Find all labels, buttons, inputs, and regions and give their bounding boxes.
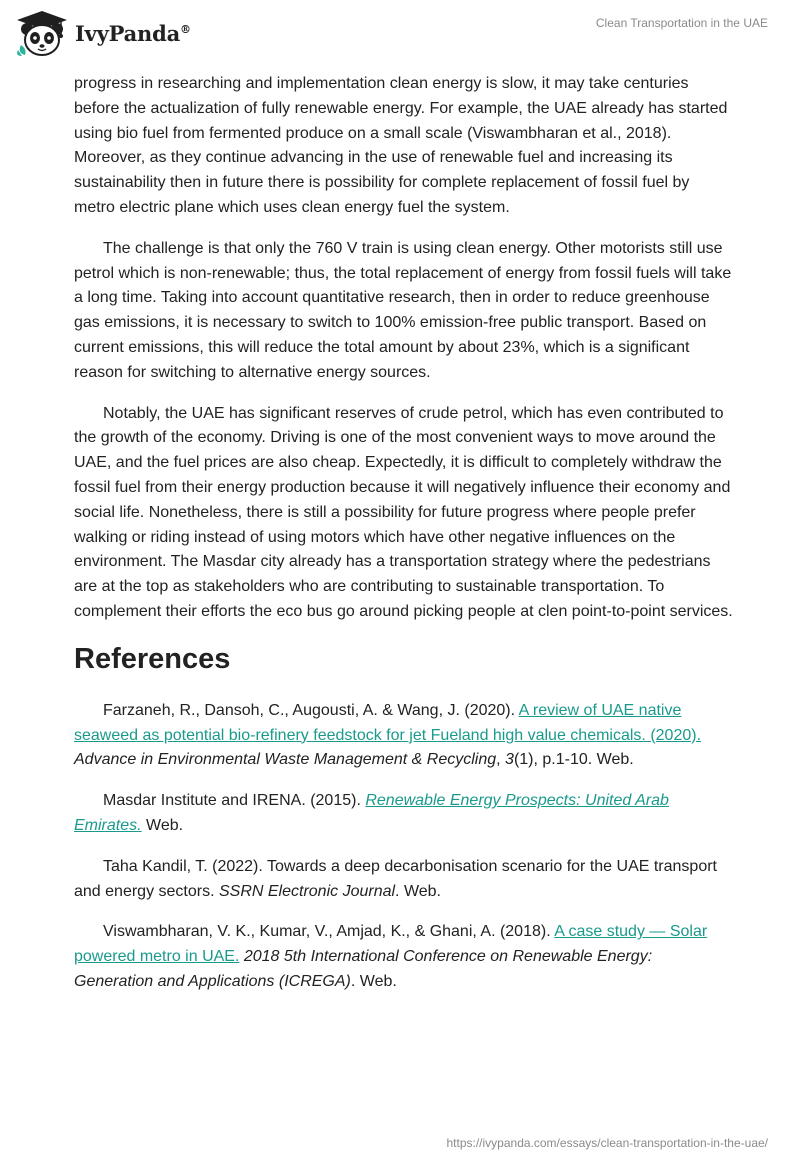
page-header — [0, 0, 800, 70]
source-url[interactable]: https://ivypanda.com/essays/clean-transportation-in-the-uae/ — [446, 1136, 768, 1150]
reference-item: Taha Kandil, T. (2022). Towards a deep decarbonisation scenario for the UAE transport and energy sectors. SSRN Electronic Journal. Web. — [74, 857, 717, 900]
reference-link[interactable]: A review of UAE native seaweed as potential bio-refinery feedstock for jet Fueland high value chemicals. (2020). — [74, 701, 702, 744]
reference-item: Viswambharan, V. K., Kumar, V., Amjad, K., & Ghani, A. (2018). A case study — Solar powered metro in UAE. 2018 5th International Conference on Renewable Energy: Generation and Applications (ICREGA). Web. — [74, 923, 708, 990]
brand-name: IvyPanda® — [75, 20, 191, 46]
reference-link[interactable]: Renewable Energy Prospects: United Arab Emirates. — [74, 792, 669, 834]
reference-item: Masdar Institute and IRENA. (2015). Renewable Energy Prospects: United Arab Emirates. Web. — [74, 792, 669, 834]
references-heading: References — [74, 642, 231, 675]
body-paragraph: The challenge is that only the 760 V train is using clean energy. Other motorists still use petrol which is non-renewable; thus, the total replacement of energy from fossil fuels will take a long time. Taking into account quantitative research, then in order to reduce greenhouse gas emissions, it is necessary to switch to 100% emission-free public transport. Based on current emissions, this will reduce the total amount by about 23%, which is a significant reason for switching to alternative energy sources. — [74, 239, 732, 381]
panda-graduate-icon — [15, 9, 69, 57]
reference-link[interactable]: A case study — Solar powered metro in UAE. — [74, 923, 708, 966]
document-title: Clean Transportation in the UAE — [595, 16, 768, 30]
ivypanda-logo[interactable] — [15, 9, 191, 57]
reference-item: Farzaneh, R., Dansoh, C., Augousti, A. & Wang, J. (2020). A review of UAE native seaweed as potential bio-refinery feedstock for jet Fueland high value chemicals. (2020). Advance in Environmental Waste Management & Recycling, 3(1), p.1-10. Web. — [74, 701, 702, 769]
essay-content — [74, 72, 734, 1011]
body-paragraph: Notably, the UAE has significant reserves of crude petrol, which has even contributed to the growth of the economy. Driving is one of the most convenient ways to move around the UAE, and the fuel prices are also cheap. Expectedly, it is difficult to completely withdraw the fossil fuel from their energy production because it will negatively influence their economy and social life. Nonetheless, there is still a possibility for future progress where people prefer walking or riding instead of using motors which have other negative influences on the environment. The Masdar city already has a transportation strategy where the pedestrians are at the top as stakeholders who are contributing to sustainable transportation. To complement their efforts the eco bus go around picking people at clen point-to-point services. — [74, 404, 733, 620]
body-paragraph: progress in researching and implementation clean energy is slow, it may take centuries before the actualization of fully renewable energy. For example, the UAE already has started using bio fuel from fermented produce on a small scale (Viswambharan et al., 2018). Moreover, as they continue advancing in the use of renewable fuel and increasing its sustainability then in future there is possibility for complete replacement of fossil fuel by metro electric plane which uses clean energy fuel the system. — [74, 75, 728, 216]
